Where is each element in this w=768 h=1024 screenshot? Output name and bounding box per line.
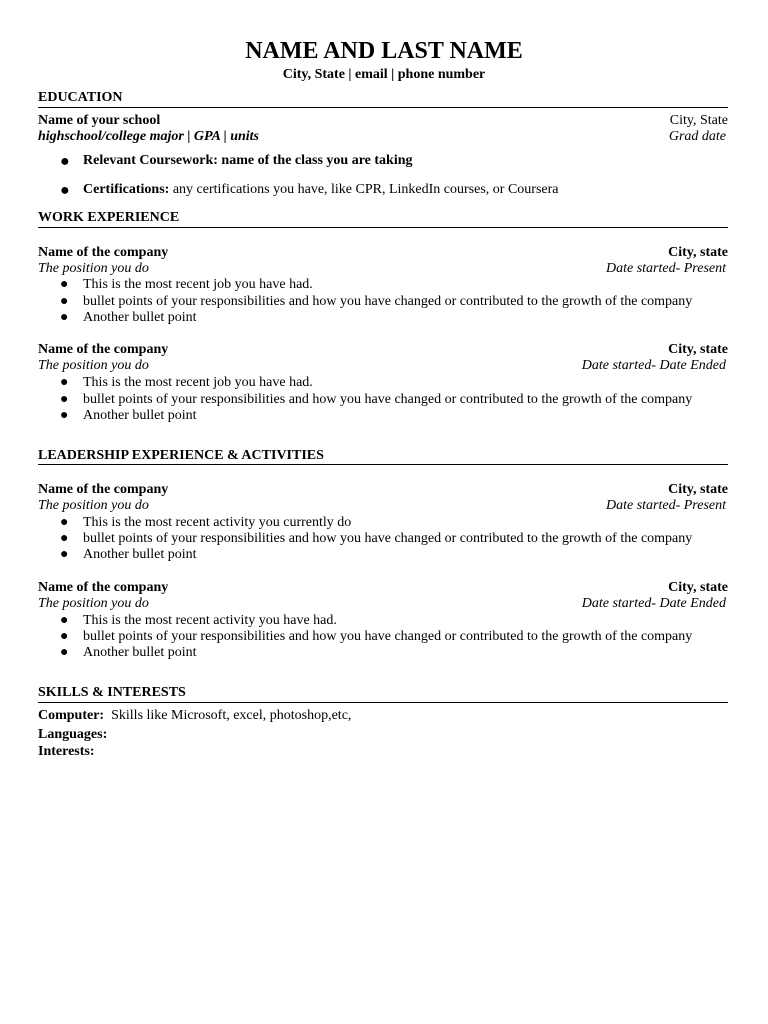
bullet-marker: ● (60, 408, 69, 423)
company-name: Name of the company (38, 482, 169, 497)
position-dates: Date started- Present (605, 261, 726, 276)
contact-line: City, State | email | phone number (282, 67, 486, 82)
position-title: The position you do (38, 596, 149, 611)
list-item: Another bullet point (83, 547, 197, 562)
list-item: This is the most recent job you have had. (83, 375, 313, 390)
position-title: The position you do (38, 358, 149, 373)
list-item: Another bullet point (83, 645, 197, 660)
section-divider (38, 702, 728, 703)
school-location: City, State (669, 113, 728, 128)
position-title: The position you do (38, 498, 149, 513)
company-name: Name of the company (38, 245, 169, 260)
section-title-skills: SKILLS & INTERESTS (38, 685, 186, 700)
company-location: City, state (668, 342, 728, 357)
languages-label: Languages: (38, 727, 108, 742)
section-divider (38, 107, 728, 108)
bullet-marker: ● (60, 182, 70, 199)
bullet-marker: ● (60, 629, 69, 644)
position-dates: Date started- Date Ended (581, 596, 726, 611)
company-location: City, state (668, 482, 728, 497)
bullet-marker: ● (60, 613, 69, 628)
section-divider (38, 464, 728, 465)
bullet-marker: ● (60, 392, 69, 407)
position-dates: Date started- Date Ended (581, 358, 726, 373)
list-item: bullet points of your responsibilities and how you have changed or contributed to the growth of the company (83, 294, 693, 309)
company-location: City, state (668, 580, 728, 595)
coursework-item: Relevant Coursework: name of the class you are taking (83, 153, 413, 168)
resume-name: NAME AND LAST NAME (245, 38, 523, 64)
school-name: Name of your school (38, 113, 161, 128)
position-dates: Date started- Present (605, 498, 726, 513)
list-item: This is the most recent activity you currently do (83, 515, 352, 530)
list-item: Another bullet point (83, 310, 197, 325)
section-divider (38, 227, 728, 228)
bullet-marker: ● (60, 375, 69, 390)
bullet-marker: ● (60, 277, 69, 292)
interests-label: Interests: (38, 744, 95, 759)
section-title-work: WORK EXPERIENCE (38, 210, 180, 225)
bullet-marker: ● (60, 153, 70, 170)
company-name: Name of the company (38, 342, 169, 357)
bullet-marker: ● (60, 645, 69, 660)
bullet-marker: ● (60, 515, 69, 530)
certifications-text: any certifications you have, like CPR, LinkedIn courses, or Coursera (172, 182, 559, 197)
skills-computer (38, 708, 351, 724)
list-item: bullet points of your responsibilities and how you have changed or contributed to the growth of the company (83, 531, 693, 546)
bullet-marker: ● (60, 310, 69, 325)
school-major: highschool/college major | GPA | units (38, 129, 259, 144)
certifications-label: Certifications: (83, 182, 170, 197)
list-item: bullet points of your responsibilities and how you have changed or contributed to the growth of the company (83, 629, 693, 644)
company-name: Name of the company (38, 580, 169, 595)
grad-date: Grad date (668, 129, 726, 144)
company-location: City, state (668, 245, 728, 260)
section-title-education: EDUCATION (38, 90, 123, 105)
bullet-marker: ● (60, 547, 69, 562)
list-item: Another bullet point (83, 408, 197, 423)
bullet-marker: ● (60, 531, 69, 546)
list-item: bullet points of your responsibilities and how you have changed or contributed to the growth of the company (83, 392, 693, 407)
certifications-item (83, 182, 559, 198)
section-title-leadership: LEADERSHIP EXPERIENCE & ACTIVITIES (38, 448, 324, 463)
computer-value: Skills like Microsoft, excel, photoshop,etc, (111, 708, 352, 723)
list-item: This is the most recent job you have had. (83, 277, 313, 292)
list-item: This is the most recent activity you have had. (83, 613, 337, 628)
computer-label: Computer: (38, 708, 105, 723)
position-title: The position you do (38, 261, 149, 276)
bullet-marker: ● (60, 294, 69, 309)
